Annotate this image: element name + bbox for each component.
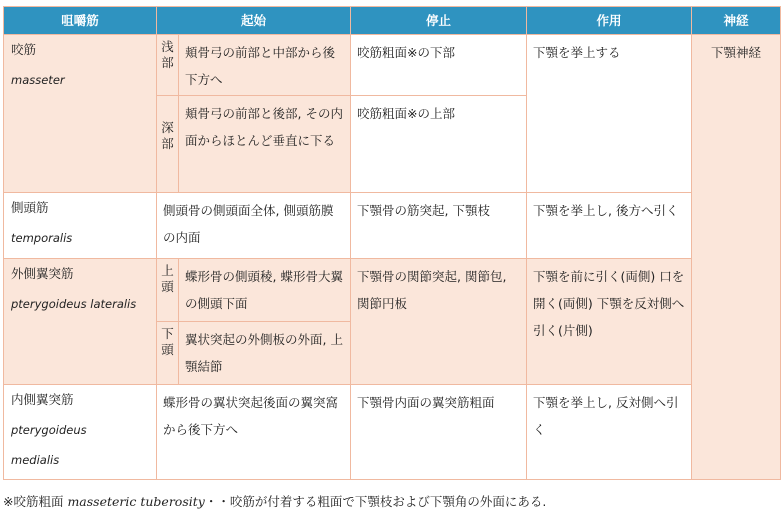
header-nerve: 神経 — [692, 7, 781, 35]
header-row — [4, 7, 781, 35]
medial-pterygoid-insertion: 下顎骨内面の翼突筋粗面 — [351, 385, 527, 480]
lateral-pterygoid-lower-label: 下頭 — [161, 326, 174, 357]
medial-pterygoid-action: 下顎を挙上し, 反対側へ引く — [527, 385, 692, 480]
masseter-deep-label: 深部 — [161, 120, 174, 151]
nerve-cell: 下顎神経 — [692, 35, 781, 480]
masticatory-muscles-table — [3, 6, 781, 480]
lateral-pterygoid-lower-label-cell — [157, 322, 179, 385]
temporalis-row — [4, 193, 781, 259]
masseter-deep-insertion: 咬筋粗面※の上部 — [351, 96, 527, 193]
masseter-action: 下顎を挙上する — [527, 35, 692, 193]
footnote-latin: masseteric tuberosity — [67, 494, 205, 509]
lateral-pterygoid-name-cell — [4, 259, 157, 385]
masseter-superficial-origin: 頬骨弓の前部と中部から後下方へ — [179, 35, 351, 96]
masseter-superficial-label: 浅部 — [161, 39, 174, 70]
header-action: 作用 — [527, 7, 692, 35]
footnote — [3, 492, 546, 510]
header-origin: 起始 — [157, 7, 351, 35]
masseter-name: 咬筋 — [11, 42, 37, 57]
lateral-pterygoid-upper-row — [4, 259, 781, 322]
temporalis-origin: 側頭骨の側頭面全体, 側頭筋膜の内面 — [157, 193, 351, 259]
footnote-suffix: ・・咬筋が付着する粗面で下顎枝および下顎角の外面にある. — [204, 494, 547, 509]
lateral-pterygoid-lower-origin: 翼状突起の外側板の外面, 上顎結節 — [179, 322, 351, 385]
lateral-pterygoid-insertion: 下顎骨の関節突起, 関節包, 関節円板 — [351, 259, 527, 385]
lateral-pterygoid-name: 外側翼突筋 — [11, 266, 74, 281]
footnote-prefix: ※咬筋粗面 — [3, 494, 68, 509]
temporalis-insertion: 下顎骨の筋突起, 下顎枝 — [351, 193, 527, 259]
lateral-pterygoid-action: 下顎を前に引く(両側) 口を開く(両側) 下顎を反対側へ引く(片側) — [527, 259, 692, 385]
temporalis-latin: temporalis — [11, 231, 73, 245]
header-insertion: 停止 — [351, 7, 527, 35]
lateral-pterygoid-latin: pterygoideus lateralis — [11, 297, 137, 311]
medial-pterygoid-latin-1: pterygoideus — [11, 423, 87, 437]
header-muscle: 咀嚼筋 — [4, 7, 157, 35]
lateral-pterygoid-upper-origin: 蝶形骨の側頭稜, 蝶形骨大翼の側頭下面 — [179, 259, 351, 322]
medial-pterygoid-latin-2: medialis — [11, 453, 60, 467]
medial-pterygoid-row — [4, 385, 781, 480]
temporalis-name-cell — [4, 193, 157, 259]
masseter-latin: masseter — [11, 73, 65, 87]
lateral-pterygoid-upper-label-cell — [157, 259, 179, 322]
masseter-deep-label-cell — [157, 96, 179, 193]
medial-pterygoid-name-cell — [4, 385, 157, 480]
lateral-pterygoid-upper-label: 上頭 — [161, 263, 174, 294]
medial-pterygoid-origin: 蝶形骨の翼状突起後面の翼突窩から後下方へ — [157, 385, 351, 480]
medial-pterygoid-name: 内側翼突筋 — [11, 392, 74, 407]
masseter-superficial-insertion: 咬筋粗面※の下部 — [351, 35, 527, 96]
masseter-name-cell — [4, 35, 157, 193]
masseter-deep-origin: 頬骨弓の前部と後部, その内面からほとんど垂直に下る — [179, 96, 351, 193]
temporalis-name: 側頭筋 — [11, 200, 49, 215]
masseter-superficial-row — [4, 35, 781, 96]
masseter-superficial-label-cell — [157, 35, 179, 96]
temporalis-action: 下顎を挙上し, 後方へ引く — [527, 193, 692, 259]
